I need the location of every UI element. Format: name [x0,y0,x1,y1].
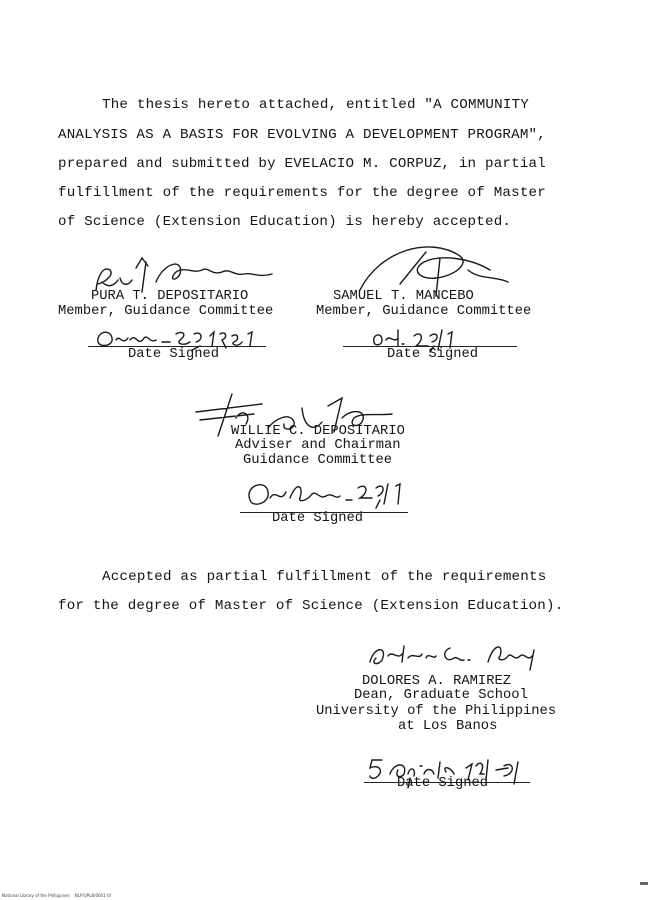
certificate-line-5: of Science (Extension Education) is hereby accepted. [58,214,512,230]
certificate-line-2: ANALYSIS AS A BASIS FOR EVOLVING A DEVELOPMENT PROGRAM", [58,127,546,143]
certificate-line-3: prepared and submitted by EVELACIO M. CORPUZ, in partial [58,156,546,172]
corner-mark [640,882,648,885]
dean-name: DOLORES A. RAMIREZ [362,674,512,689]
committee-right-date-label: Date Signed [387,347,479,362]
committee-left-role: Member, Guidance Committee [58,304,274,319]
adviser-name: WILLIE C. DEPOSITARIO [231,424,405,439]
acceptance-line-2: for the degree of Master of Science (Extension Education). [58,598,564,614]
dean-date-label: Date Signed [397,776,489,791]
certificate-line-4: fulfillment of the requirements for the degree of Master [58,185,546,201]
adviser-role-line1: Adviser and Chairman [235,438,401,453]
signature-dolores-ramirez [364,638,544,672]
adviser-date-label: Date Signed [272,511,364,526]
adviser-role-line2: Guidance Committee [243,453,393,468]
committee-left-name: PURA T. DEPOSITARIO [91,289,249,304]
dean-role-line1: Dean, Graduate School [354,688,528,703]
acceptance-line-1: Accepted as partial fulfillment of the requirements [102,569,547,585]
dean-role-line3: at Los Banos [398,719,498,734]
footer-scan-label: National Library of the Philippines NLP/UPLB/0001 tif [2,893,111,898]
dean-role-line2: University of the Philippines [316,704,557,719]
committee-right-name: SAMUEL T. MANCEBO [333,289,474,304]
committee-right-role: Member, Guidance Committee [316,304,532,319]
committee-left-date-label: Date Signed [128,347,220,362]
handwritten-date-adviser [240,478,410,514]
certificate-line-1: The thesis hereto attached, entitled "A COMMUNITY [102,97,529,113]
